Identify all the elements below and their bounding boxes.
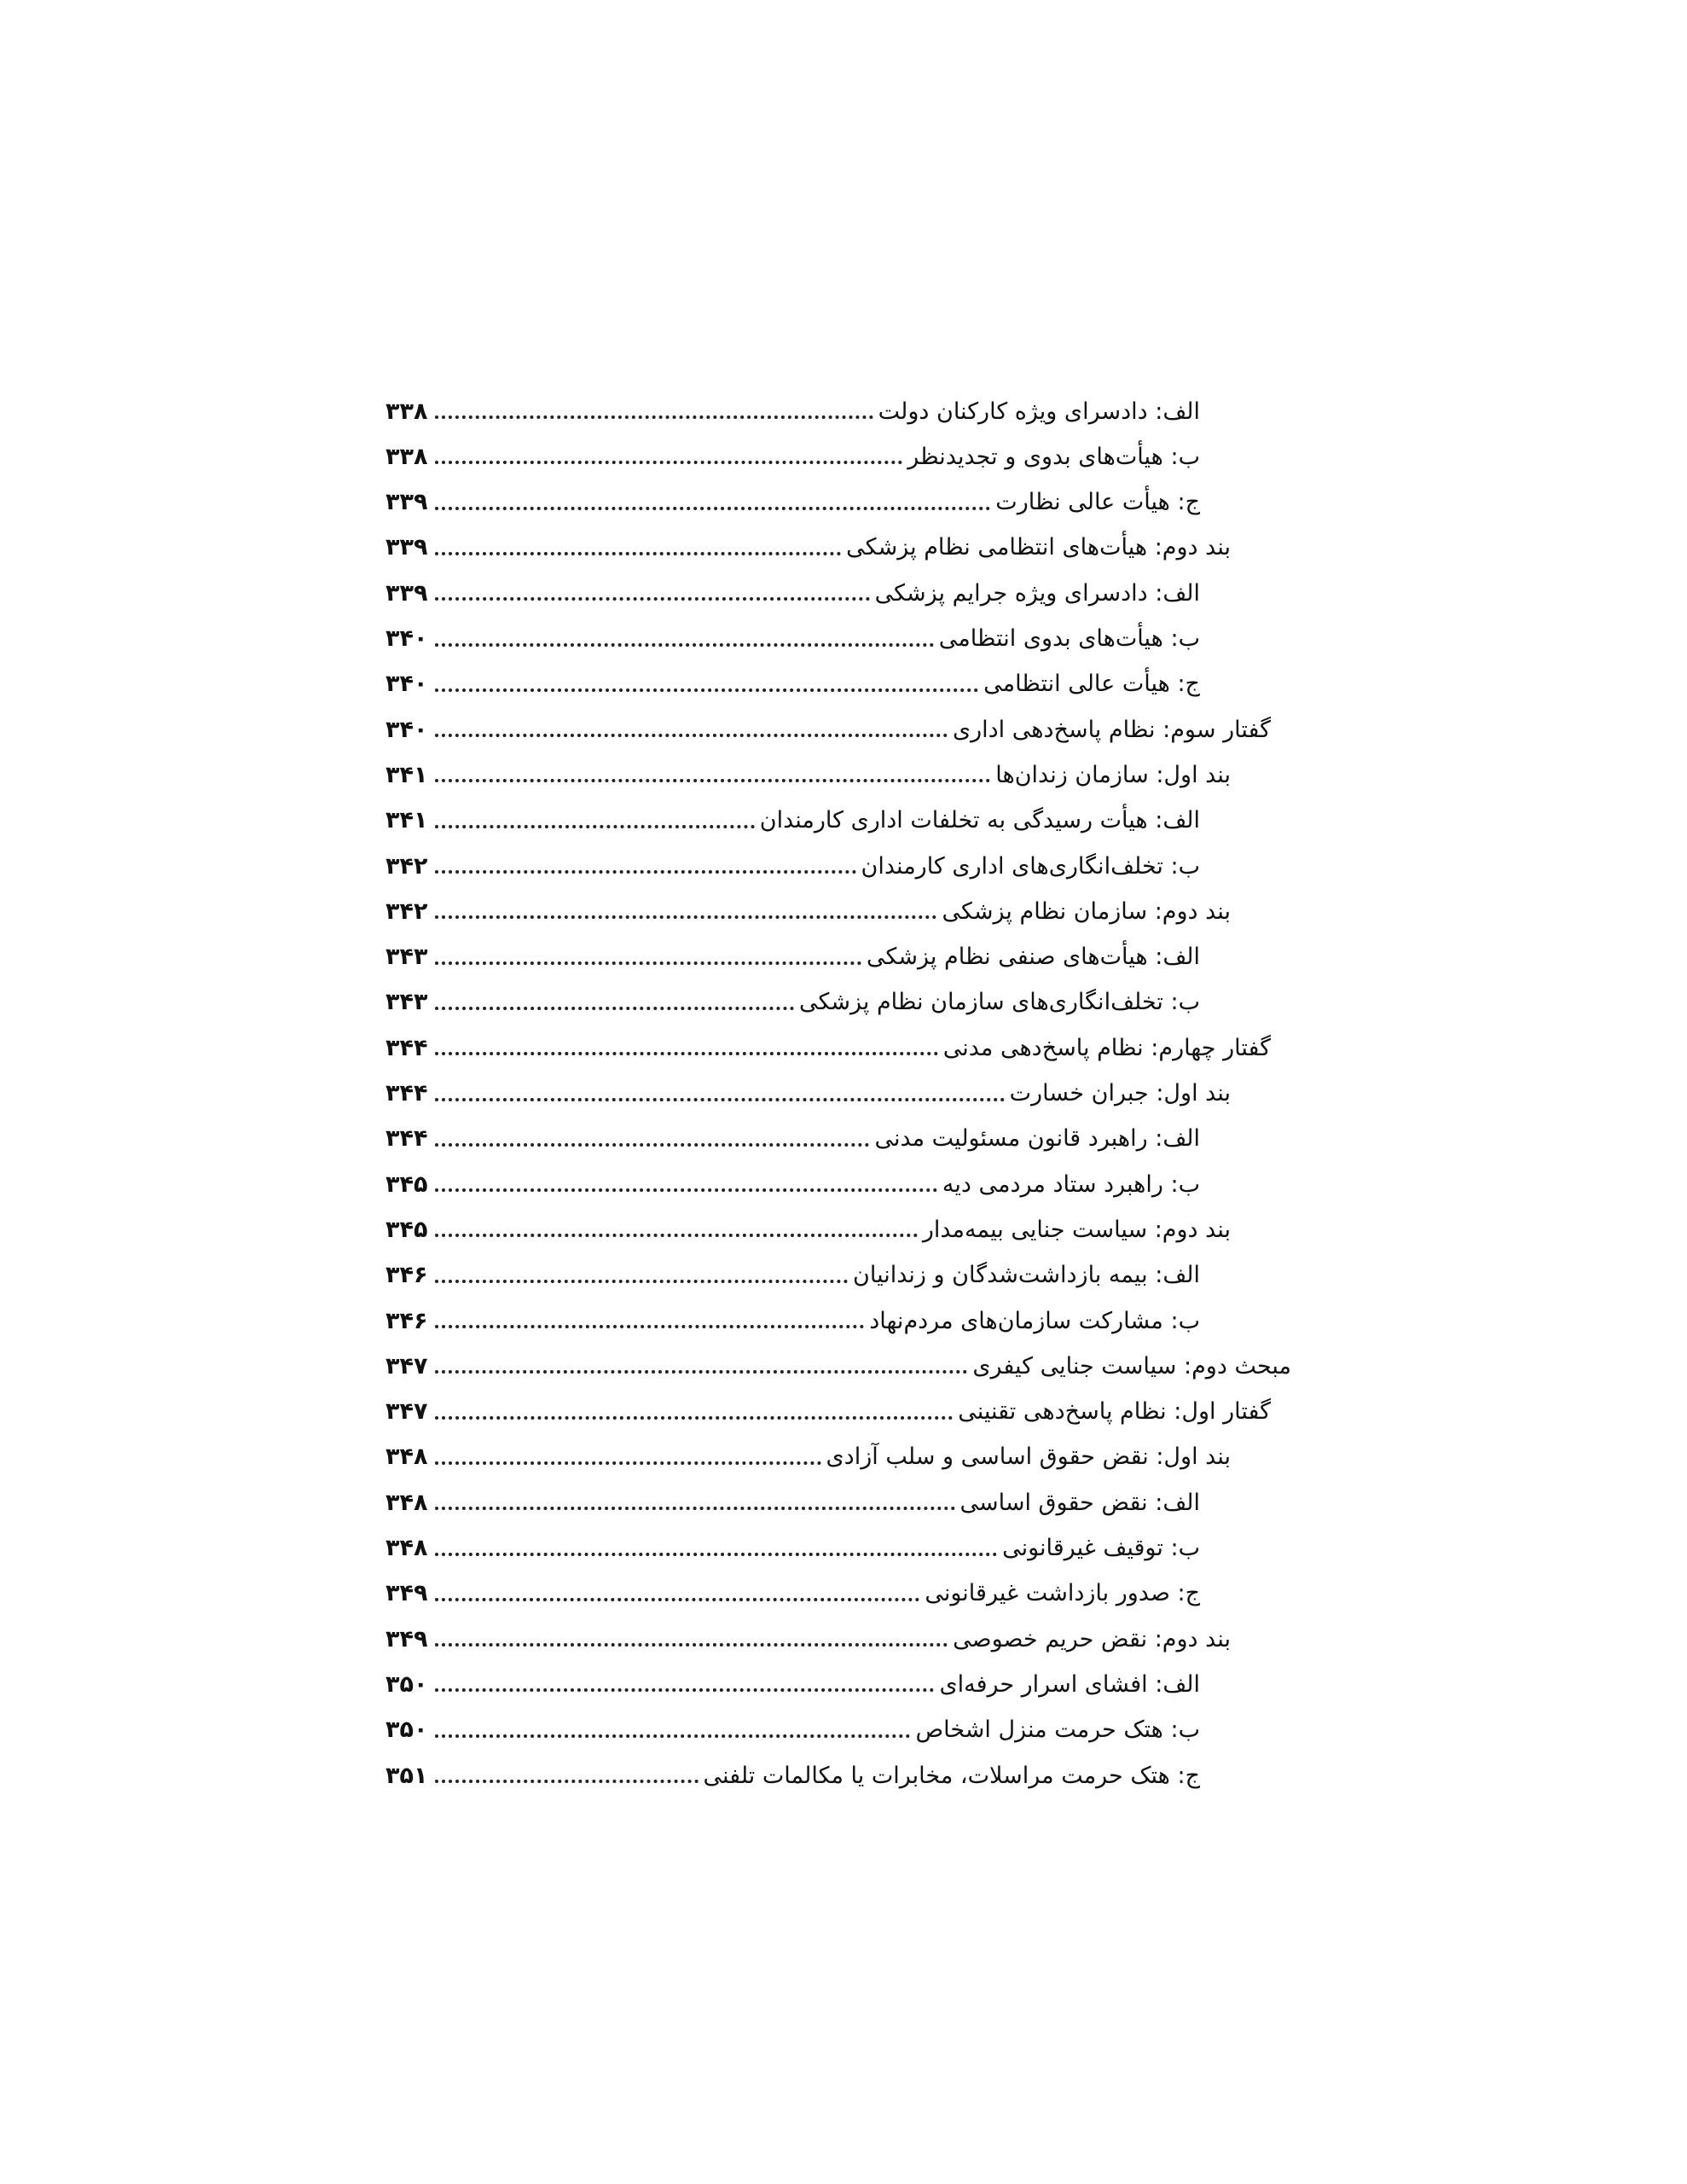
toc-entry[interactable] [386,1025,1293,1070]
toc-entry-title: بند دوم: سازمان نظام پزشکی [942,897,1231,925]
toc-entry[interactable] [386,1253,1293,1298]
toc-page-number: ۳۴۶ [386,1262,428,1289]
toc-page-number: ۳۳۸ [386,443,428,470]
toc-entry[interactable] [386,526,1293,570]
toc-page-number: ۳۴۶ [386,1307,428,1334]
toc-entry[interactable] [386,935,1293,979]
toc-entry-title: بند اول: جبران خسارت [1009,1080,1231,1107]
toc-page-number: ۳۴۴ [386,1034,428,1061]
toc-page-number: ۳۴۰ [386,625,428,652]
dot-leader [435,1553,997,1556]
toc-entry-title: ب: مشارکت سازمان‌های مردم‌نهاد [869,1307,1200,1334]
toc-entry-title: الف: هیأت‌های صنفی نظام پزشکی [866,944,1200,971]
toc-page-number: ۳۴۴ [386,1080,428,1107]
dot-leader [435,1416,953,1420]
toc-entry-title: بند دوم: نقض حریم خصوصی [953,1625,1231,1653]
dot-leader [435,915,936,919]
toc-entry-title: ب: راهبرد ستاد مردمی دیه [942,1170,1200,1198]
toc-page-number: ۳۴۵ [386,1216,428,1243]
toc-entry[interactable] [386,889,1293,933]
dot-leader [435,1188,937,1192]
dot-leader [435,825,755,828]
toc-entry-title: ج: هیأت عالی نظارت [995,489,1200,516]
toc-entry[interactable] [386,571,1293,615]
dot-leader [435,1007,794,1010]
toc-page-number: ۳۳۹ [386,579,428,607]
dot-leader [435,1098,1005,1101]
dot-leader [435,1598,919,1601]
toc-page-number: ۳۴۷ [386,1352,428,1380]
toc-page-number: ۳۴۸ [386,1535,428,1561]
toc-page-number: ۳۵۰ [386,1716,428,1744]
toc-entry[interactable] [386,1207,1293,1252]
toc-entry-title: الف: هیأت رسیدگی به تخلفات اداری کارمندان [759,807,1200,834]
toc-entry[interactable] [386,1617,1293,1661]
toc-entry-title: الف: نقض حقوق اساسی [959,1489,1200,1516]
toc-entry-title: بند دوم: سیاست جنایی بیمه‌مدار [922,1216,1231,1243]
toc-page-number: ۳۴۳ [386,944,428,971]
toc-entry[interactable] [386,1662,1293,1706]
toc-entry[interactable] [386,434,1293,479]
dot-leader [435,597,870,601]
dot-leader [435,1507,955,1510]
toc-entry-title: ب: هتک حرمت منزل اشخاص [915,1716,1200,1744]
dot-leader [435,507,990,510]
toc-entry-title: مبحث دوم: سیاست جنایی کیفری [972,1352,1291,1380]
toc-entry-title: گفتار سوم: نظام پاسخ‌دهی اداری [952,716,1271,743]
dot-leader [435,870,856,874]
toc-page-number: ۳۵۰ [386,1670,428,1698]
toc-entry[interactable] [386,752,1293,797]
dot-leader [435,643,934,647]
toc-page-number: ۳۴۴ [386,1125,428,1153]
toc-entry[interactable] [386,1298,1293,1343]
toc-entry[interactable] [386,1708,1293,1752]
dot-leader [435,1370,967,1374]
toc-entry-title: ب: هیأت‌های بدوی انتظامی [938,625,1200,652]
toc-entry-title: الف: دادسرای ویژه جرایم پزشکی [874,579,1200,607]
dot-leader [435,688,978,692]
toc-entry-title: ب: تخلف‌انگاری‌های سازمان نظام پزشکی [798,989,1200,1016]
toc-page-number: ۳۳۸ [386,398,428,425]
toc-entry-title: بند اول: نقض حقوق اساسی و سلب آزادی [826,1443,1231,1471]
dot-leader [435,1052,938,1055]
dot-leader [435,461,902,464]
toc-page-number: ۳۴۹ [386,1580,428,1607]
toc-page-number: ۳۴۰ [386,671,428,698]
toc-entry-title: ج: صدور بازداشت غیرقانونی [925,1580,1200,1607]
dot-leader [435,552,841,555]
toc-entry-title: ب: تخلف‌انگاری‌های اداری کارمندان [861,852,1200,880]
toc-page-number: ۳۴۲ [386,852,428,880]
toc-entry[interactable] [386,844,1293,888]
dot-leader [435,961,861,965]
toc-page-number: ۳۴۸ [386,1443,428,1471]
toc-entry-title: ب: هیأت‌های بدوی و تجدیدنظر [907,443,1200,470]
dot-leader [435,1325,864,1328]
dot-leader [435,1734,910,1738]
toc-entry-title: ب: توقیف غیرقانونی [1002,1535,1200,1561]
toc-page-number: ۳۳۹ [386,489,428,516]
toc-entry-title: الف: بیمه بازداشت‌شدگان و زندانیان [853,1262,1200,1289]
toc-page-number: ۳۵۱ [386,1762,428,1789]
dot-leader [435,1143,869,1147]
toc-page-number: ۳۴۳ [386,989,428,1016]
toc-entry[interactable] [386,1435,1293,1479]
toc-entry-title: گفتار اول: نظام پاسخ‌دهی تقنینی [958,1398,1271,1426]
dot-leader [435,415,873,419]
toc-entry[interactable] [386,1571,1293,1616]
toc-entry-title: الف: افشای اسرار حرفه‌ای [939,1670,1200,1698]
dot-leader [435,1643,948,1647]
toc-page-number: ۳۴۲ [386,897,428,925]
toc-entry[interactable] [386,1117,1293,1161]
dot-leader [435,779,990,782]
dot-leader [435,1280,848,1283]
toc-entry[interactable] [386,1526,1293,1571]
toc-entry-title: بند اول: سازمان زندان‌ها [995,761,1231,788]
dot-leader [435,1234,918,1237]
toc-entry[interactable] [386,480,1293,525]
toc-page-number: ۳۴۱ [386,761,428,788]
toc-entry[interactable] [386,707,1293,752]
toc-entry-title: الف: راهبرد قانون مسئولیت مدنی [874,1125,1200,1153]
dot-leader [435,1461,821,1465]
dot-leader [435,1688,934,1692]
toc-entry[interactable] [386,1480,1293,1525]
toc-entry-title: الف: دادسرای ویژه کارکنان دولت [878,398,1200,425]
toc-page-number: ۳۴۸ [386,1489,428,1516]
toc-page-number: ۳۴۱ [386,807,428,834]
toc-entry[interactable] [386,389,1293,433]
toc-page-number: ۳۴۰ [386,716,428,743]
toc-page-number: ۳۴۹ [386,1625,428,1653]
toc-entry-title: ج: هتک حرمت مراسلات، مخابرات یا مکالمات تلفنی [703,1762,1200,1789]
toc-entry[interactable] [386,1753,1293,1798]
dot-leader [435,734,948,737]
toc-entry[interactable] [386,617,1293,661]
toc-entry[interactable] [386,662,1293,706]
toc-entry[interactable] [386,980,1293,1025]
toc-page-number: ۳۳۹ [386,534,428,561]
toc-page-number: ۳۴۷ [386,1398,428,1426]
toc-entry-title: گفتار چهارم: نظام پاسخ‌دهی مدنی [942,1034,1271,1061]
toc-entry[interactable] [386,1072,1293,1116]
toc-entry[interactable] [386,799,1293,843]
toc-page-number: ۳۴۵ [386,1170,428,1198]
toc-entry[interactable] [386,1162,1293,1206]
toc-entry-title: بند دوم: هیأت‌های انتظامی نظام پزشکی [846,534,1231,561]
toc-entry-title: ج: هیأت عالی انتظامی [983,671,1200,698]
toc-entry[interactable] [386,1390,1293,1434]
dot-leader [435,1780,699,1783]
toc-entry[interactable] [386,1344,1293,1388]
